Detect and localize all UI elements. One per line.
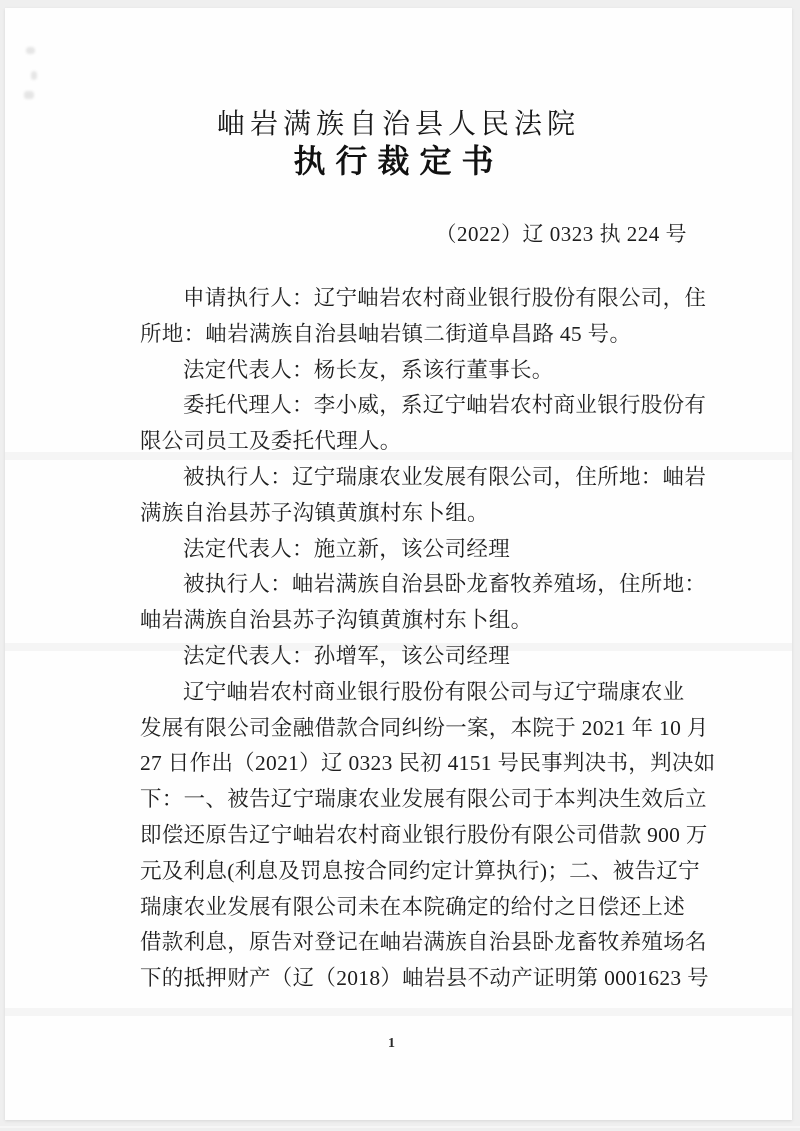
document-body (140, 281, 716, 997)
body-line: 被执行人：岫岩满族自治县卧龙畜牧养殖场，住所地： (183, 572, 707, 597)
scan-artifact (24, 91, 34, 99)
body-line: 元及利息(利息及罚息按合同约定计算执行)；二、被告辽宁 (140, 858, 700, 883)
document-page (5, 8, 792, 1120)
body-line: 法定代表人：杨长友，系该行董事长。 (183, 357, 554, 382)
body-line: 法定代表人：施立新，该公司经理 (183, 536, 511, 561)
body-line: 满族自治县苏子沟镇黄旗村东卜组。 (140, 500, 489, 525)
body-line: 发展有限公司金融借款合同纠纷一案，本院于 2021 年 10 月 (140, 715, 709, 740)
scan-artifact (31, 71, 37, 80)
body-line: 借款利息，原告对登记在岫岩满族自治县卧龙畜牧养殖场名 (140, 930, 707, 955)
body-line: 27 日作出（2021）辽 0323 民初 4151 号民事判决书，判决如 (140, 751, 716, 776)
body-line: 限公司员工及委托代理人。 (140, 429, 402, 454)
scan-artifact (26, 47, 35, 54)
body-line: 所地：岫岩满族自治县岫岩镇二街道阜昌路 45 号。 (140, 321, 632, 346)
scan-artifact-band (5, 1008, 792, 1016)
body-line: 即偿还原告辽宁岫岩农村商业银行股份有限公司借款 900 万 (140, 822, 708, 847)
body-line: 下：一、被告辽宁瑞康农业发展有限公司于本判决生效后立 (140, 787, 707, 812)
case-number: （2022）辽 0323 执 224 号 (435, 222, 687, 246)
body-line: 下的抵押财产（辽（2018）岫岩县不动产证明第 0001623 号 (140, 966, 709, 991)
court-title: 岫岩满族自治县人民法院 (216, 109, 580, 140)
body-line: 申请执行人：辽宁岫岩农村商业银行股份有限公司，住 (183, 286, 707, 310)
page-number: 1 (388, 1036, 395, 1051)
body-line: 被执行人：辽宁瑞康农业发展有限公司，住所地：岫岩 (183, 464, 707, 489)
body-line: 委托代理人：李小威，系辽宁岫岩农村商业银行股份有 (183, 393, 707, 418)
body-line: 岫岩满族自治县苏子沟镇黄旗村东卜组。 (140, 608, 533, 633)
body-line: 瑞康农业发展有限公司未在本院确定的给付之日偿还上述 (140, 894, 686, 919)
scan-edge-line (0, 1126, 800, 1128)
body-line: 法定代表人：孙增军，该公司经理 (183, 643, 511, 668)
document-title: 执行裁定书 (293, 143, 504, 179)
body-line: 辽宁岫岩农村商业银行股份有限公司与辽宁瑞康农业 (183, 679, 685, 704)
